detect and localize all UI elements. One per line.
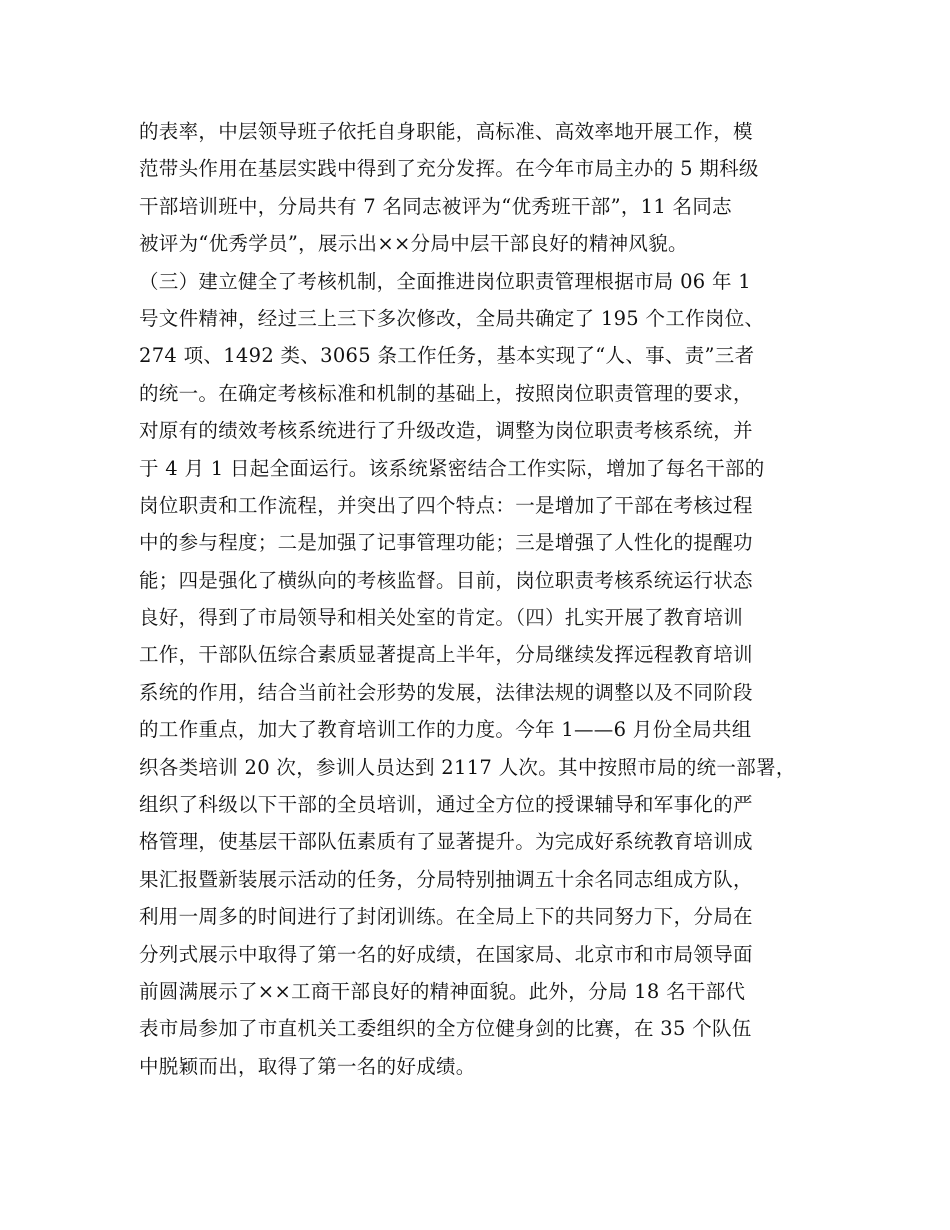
text-line: 织各类培训 20 次，参训人员达到 2117 人次。其中按照市局的统一部署， — [139, 755, 796, 779]
body-text — [139, 113, 819, 1085]
text-line: 干部培训班中，分局共有 7 名同志被评为“优秀班干部”，11 名同志 — [139, 194, 732, 218]
text-line: 工作，干部队伍综合素质显著提高上半年，分局继续发挥远程教育培训 — [139, 643, 753, 667]
text-line: 利用一周多的时间进行了封闭训练。在全局上下的共同努力下，分局在 — [139, 905, 753, 929]
text-line: 系统的作用，结合当前社会形势的发展，法律法规的调整以及不同阶段 — [139, 680, 753, 704]
text-line: 的统一。在确定考核标准和机制的基础上，按照岗位职责管理的要求， — [139, 381, 753, 405]
text-line: 良好，得到了市局领导和相关处室的肯定。（四）扎实开展了教育培训 — [139, 606, 744, 630]
text-line: 的表率，中层领导班子依托自身职能，高标准、高效率地开展工作，模 — [139, 120, 753, 143]
text-line: 范带头作用在基层实践中得到了充分发挥。在今年市局主办的 5 期科级 — [139, 157, 759, 181]
text-line: 果汇报暨新装展示活动的任务，分局特别抽调五十余名同志组成方队， — [139, 867, 753, 891]
text-line: 被评为“优秀学员”，展示出××分局中层干部良好的精神风貌。 — [139, 232, 688, 256]
text-line: 号文件精神，经过三上三下多次修改，全局共确定了 195 个工作岗位、 — [139, 306, 765, 330]
text-line: 前圆满展示了××工商干部良好的精神面貌。此外，分局 18 名干部代 — [139, 979, 746, 1003]
text-line: 能；四是强化了横纵向的考核监督。目前，岗位职责考核系统运行状态 — [139, 568, 753, 592]
text-line: 中脱颖而出，取得了第一名的好成绩。 — [139, 1054, 476, 1078]
text-line: 中的参与程度；二是加强了记事管理功能；三是增强了人性化的提醒功 — [139, 531, 753, 555]
text-line: 表市局参加了市直机关工委组织的全方位健身剑的比赛，在 35 个队伍 — [139, 1017, 752, 1041]
text-line: 岗位职责和工作流程，并突出了四个特点：一是增加了干部在考核过程 — [139, 493, 753, 517]
text-line: 格管理，使基层干部队伍素质有了显著提升。为完成好系统教育培训成 — [139, 830, 753, 854]
text-line: 对原有的绩效考核系统进行了升级改造，调整为岗位职责考核系统，并 — [139, 419, 753, 443]
text-line: 于 4 月 1 日起全面运行。该系统紧密结合工作实际，增加了每名干部的 — [139, 456, 765, 480]
text-line: 274 项、1492 类、3065 条工作任务，基本实现了“人、事、责”三者 — [139, 344, 755, 368]
text-line: （三）建立健全了考核机制，全面推进岗位职责管理根据市局 06 年 1 — [139, 269, 752, 293]
text-line: 分列式展示中取得了第一名的好成绩，在国家局、北京市和市局领导面 — [139, 942, 753, 966]
text-line: 的工作重点，加大了教育培训工作的力度。今年 1——6 月份全局共组 — [139, 718, 752, 742]
text-line: 组织了科级以下干部的全员培训，通过全方位的授课辅导和军事化的严 — [139, 793, 753, 817]
